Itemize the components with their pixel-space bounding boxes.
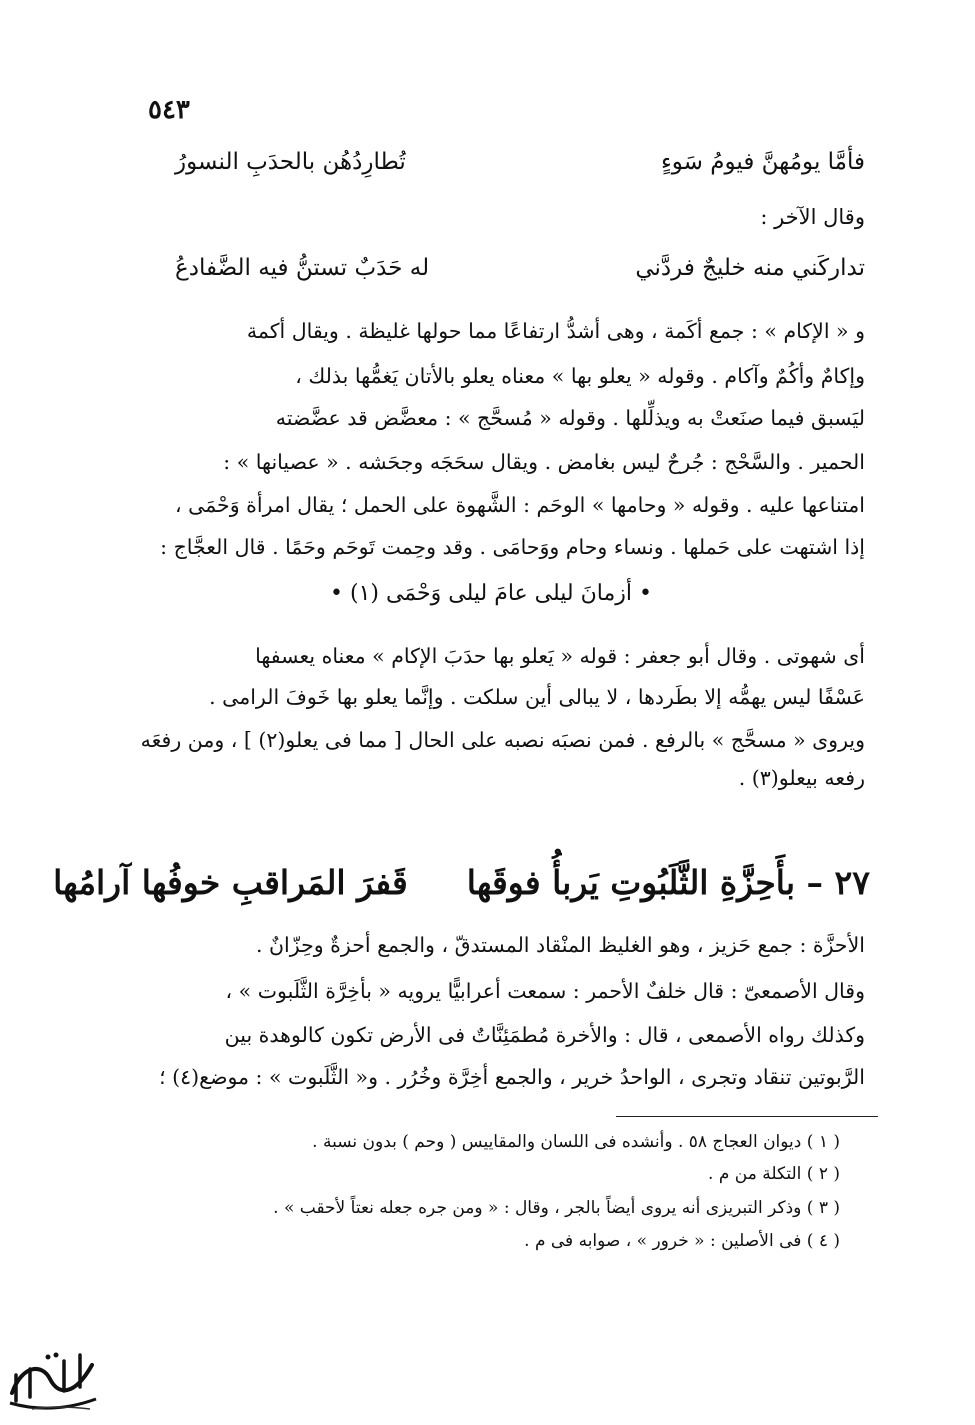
footnote: ( ٢ ) التكلة من م . — [708, 1164, 840, 1184]
paragraph-line: أى شهوتى . وقال أبو جعفر : قوله « يَعلو بها حدَبَ الإكام » معناه يعسفها — [255, 644, 865, 668]
paragraph-line: الحمير . والسَّحْج : جُرحٌ ليس بغامض . ويقال سحَجَه وجحَشه . « عصيانها » : — [223, 450, 865, 474]
verse-hemistich-second: له حَدَبٌ تستنُّ فيه الضَّفادعُ — [175, 255, 430, 281]
footnote: ( ١ ) ديوان العجاج ٥٨ . وأنشده فى اللسان والمقاييس ( وحم ) بدون نسبة . — [312, 1132, 840, 1152]
paragraph-line: وإكامٌ وأكُمٌ وآكام . وقوله « يعلو بها » معناه يعلو بالأتان يَغمُّها بذلك ، — [295, 364, 865, 388]
verse-hemistich-first: فأمَّا يومُهنَّ فيومُ سَوءٍ — [660, 149, 865, 175]
verse-intro: وقال الآخر : — [760, 205, 865, 229]
paragraph-line: عَسْفًا ليس يهمُّه إلا بطَردها ، لا يبالى أين سلكت . وإنَّما يعلو بها خَوفَ الرامى . — [209, 685, 865, 709]
page-number: ٥٤٣ — [148, 95, 190, 125]
poem-quotation: • أزمانَ ليلى عامَ ليلى وَحْمَى (١) • — [330, 581, 652, 606]
verse-heading-second: قَفرَ المَراقبِ خوفُها آرامُها — [53, 863, 408, 902]
paragraph-line: وكذلك رواه الأصمعى ، قال : والأخرة مُطمَئِنَّاتٌ فى الأرض تكون كالوهدة بين — [224, 1023, 865, 1047]
paragraph-line: ليَسبق فيما صنَعتْ به ويذلِّلها . وقوله « مُسحَّج » : معضَّض قد عضَّضته — [275, 406, 865, 430]
paragraph-line: إذا اشتهت على حَملها . ونساء وحام ووَحامَى . وقد وحِمت تَوحَم وحَمًا . قال العجَّاج : — [160, 535, 865, 559]
paragraph-line: وقال الأصمعىّ : قال خلفٌ الأحمر : سمعت أعرابيًّا يرويه « بأخِرَّة الثَّلَبوت » ، — [225, 979, 865, 1003]
paragraph-line: و « الإكام » : جمع أكَمة ، وهى أشدُّ ارتفاعًا مما حولها غليظة . ويقال أكمة — [246, 319, 865, 343]
verse-line — [175, 248, 865, 288]
calligraphy-logo — [2, 1335, 102, 1415]
verse-hemistich-second: تُطارِدُهُن بالحدَبِ النسورُ — [175, 149, 406, 175]
footnote: ( ٣ ) وذكر التبريزى أنه يروى أيضاً بالجر ، وقال : « ومن جره جعله نعتاً لأحقب » . — [273, 1198, 840, 1218]
verse-hemistich-first: تداركَني منه خليجٌ فردَّني — [635, 255, 865, 281]
verse-line — [175, 142, 865, 182]
verse-heading-first: بأَحِزَّةِ الثَّلَبُوتِ يَربأُ فوقَها — [466, 863, 796, 902]
paragraph-line: الأحزَّة : جمع حَزيز ، وهو الغليظ المنْقاد المستدقّ ، والجمع أحزةٌ وحِزّانٌ . — [255, 933, 865, 957]
verse-number: ٢٧ – — [806, 863, 870, 902]
paragraph-line: الرَّبوتين تنقاد وتجرى ، الواحدُ خرير ، والجمع أخِرَّة وخُرُر . و« الثَّلَبوت » : موضع(٤) ؛ — [159, 1065, 865, 1089]
paragraph-line: ويروى « مسحَّج » بالرفع . فمن نصبَه نصبه على الحال [ مما فى يعلو(٢) ] ، ومن رفعَه — [140, 728, 865, 752]
footnote-divider — [616, 1116, 878, 1117]
verse-heading — [53, 858, 870, 908]
footnote: ( ٤ ) فى الأصلين : « خرور » ، صوابه فى م . — [524, 1231, 840, 1251]
paragraph-line: امتناعها عليه . وقوله « وحامها » الوحَم : الشَّهوة على الحمل ؛ يقال امرأة وَحْمَى ، — [174, 493, 865, 517]
paragraph-line: رفعه بيعلو(٣) . — [738, 766, 865, 790]
